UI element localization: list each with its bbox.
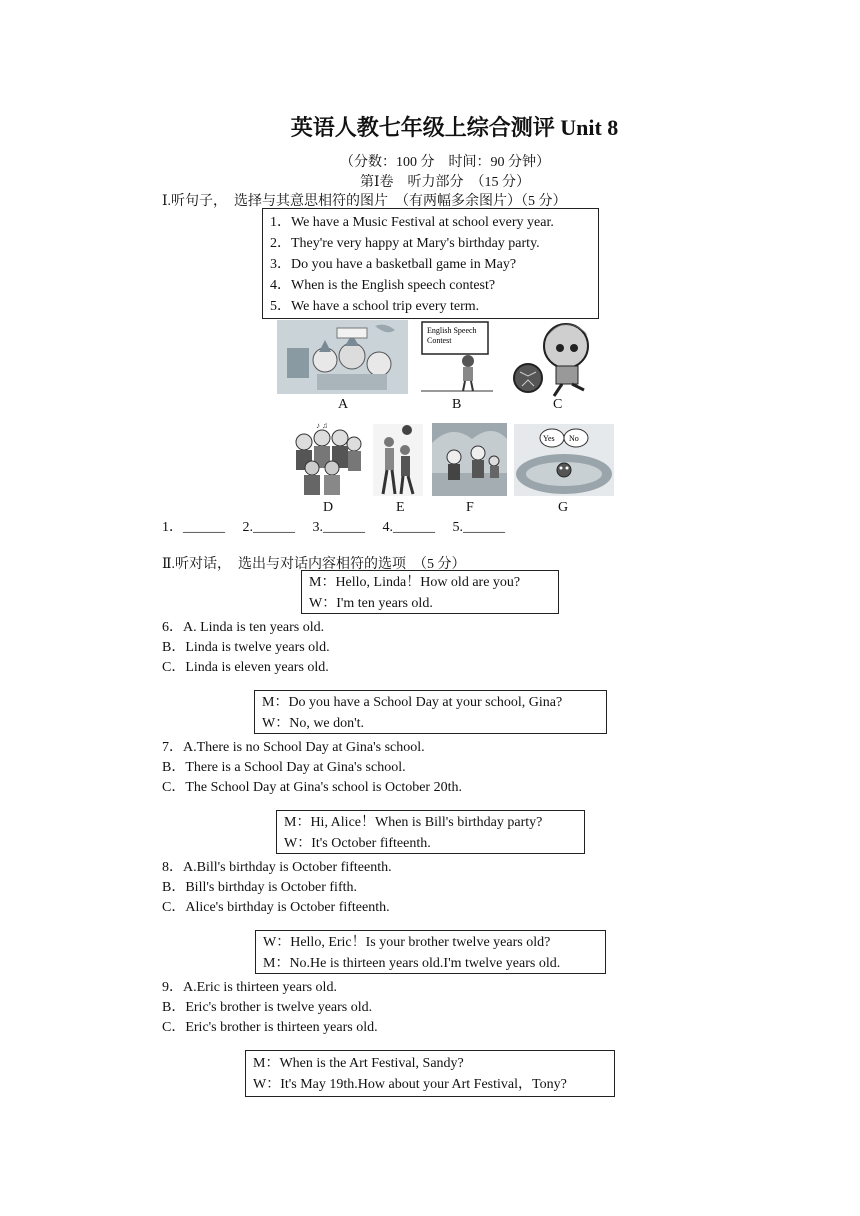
section1-heading: Ⅰ.听句子， 选择与其意思相符的图片 （有两幅多余图片）（5 分）: [162, 194, 567, 209]
dialog-10-line-1: M：When is the Art Festival, Sandy?: [253, 1056, 464, 1071]
option-7c[interactable]: C．The School Day at Gina's school is October 20th.: [162, 780, 462, 795]
picture-b-sign-line1: English Speech: [427, 326, 477, 335]
dialog-7-line-1: M：Do you have a School Day at your school, Gina?: [262, 695, 563, 710]
dialog-6-line-2: W：I'm ten years old.: [309, 596, 433, 611]
picture-c-soccer-boy: [510, 320, 602, 398]
dialog-7-line-2: W：No, we don't.: [262, 716, 365, 731]
dialog-8-line-1: M：Hi, Alice！When is Bill's birthday party?: [284, 815, 543, 830]
picture-label-e: E: [396, 500, 405, 515]
picture-g-yes-no-frogs: [514, 424, 614, 496]
score-time-line: （分数：100 分 时间：90 分钟）: [340, 155, 550, 170]
picture-label-g: G: [558, 500, 569, 515]
option-6a[interactable]: 6．A. Linda is ten years old.: [162, 620, 325, 635]
option-6c[interactable]: C．Linda is eleven years old.: [162, 660, 329, 675]
picture-label-a: A: [338, 397, 349, 412]
option-8c[interactable]: C．Alice's birthday is October fifteenth.: [162, 900, 390, 915]
picture-g-bubble-yes: Yes: [543, 434, 555, 443]
dialog-9-line-2: M：No.He is thirteen years old.I'm twelve years old.: [263, 956, 561, 971]
option-8a[interactable]: 8．A.Bill's birthday is October fifteenth.: [162, 860, 392, 875]
sentence-3: 3．Do you have a basketball game in May?: [270, 257, 517, 272]
dialog-10-line-2: W：It's May 19th.How about your Art Festival，Tony?: [253, 1077, 567, 1092]
dialog-6-line-1: M：Hello, Linda！How old are you?: [309, 575, 521, 590]
option-9c[interactable]: C．Eric's brother is thirteen years old.: [162, 1020, 378, 1035]
part-heading: 第Ⅰ卷 听力部分 （15 分）: [359, 175, 531, 190]
answer-blanks-1-5[interactable]: 1．______ 2.______ 3.______ 4.______ 5.______: [162, 520, 505, 535]
dialog-box-10: [245, 1050, 615, 1097]
option-6b[interactable]: B．Linda is twelve years old.: [162, 640, 330, 655]
picture-f-school-trip: [432, 423, 507, 496]
option-9b[interactable]: B．Eric's brother is twelve years old.: [162, 1000, 373, 1015]
dialog-box-8: [276, 810, 585, 854]
picture-b-sign-line2: Contest: [427, 336, 452, 345]
sentence-5: 5．We have a school trip every term.: [270, 299, 480, 314]
picture-label-b: B: [452, 397, 462, 412]
sentence-1: 1．We have a Music Festival at school every year.: [270, 215, 554, 230]
picture-label-c: C: [553, 397, 563, 412]
dialog-box-9: [255, 930, 606, 974]
sentence-4: 4．When is the English speech contest?: [270, 278, 496, 293]
sentence-2: 2．They're very happy at Mary's birthday party.: [270, 236, 540, 251]
option-8b[interactable]: B．Bill's birthday is October fifth.: [162, 880, 358, 895]
section1-sentence-box: [262, 208, 599, 319]
section2-heading: Ⅱ.听对话， 选出与对话内容相符的选项 （5 分）: [162, 557, 466, 572]
dialog-8-line-2: W：It's October fifteenth.: [284, 836, 431, 851]
picture-b-speech-contest: [421, 321, 493, 393]
dialog-box-7: [254, 690, 607, 734]
option-9a[interactable]: 9．A.Eric is thirteen years old.: [162, 980, 337, 995]
picture-a-birthday-party: [277, 320, 408, 394]
picture-d-choir-singing: [292, 420, 362, 496]
picture-label-d: D: [323, 500, 334, 515]
option-7b[interactable]: B．There is a School Day at Gina's school.: [162, 760, 406, 775]
page-title: 英语人教七年级上综合测评 Unit 8: [290, 115, 619, 140]
svg-text:♪ ♫: ♪ ♫: [316, 421, 328, 430]
dialog-box-6: [301, 570, 559, 614]
picture-e-basketball: [373, 424, 423, 496]
dialog-9-line-1: W：Hello, Eric！Is your brother twelve years old?: [263, 935, 551, 950]
option-7a[interactable]: 7．A.There is no School Day at Gina's school.: [162, 740, 425, 755]
picture-label-f: F: [466, 500, 474, 515]
picture-g-bubble-no: No: [569, 434, 579, 443]
